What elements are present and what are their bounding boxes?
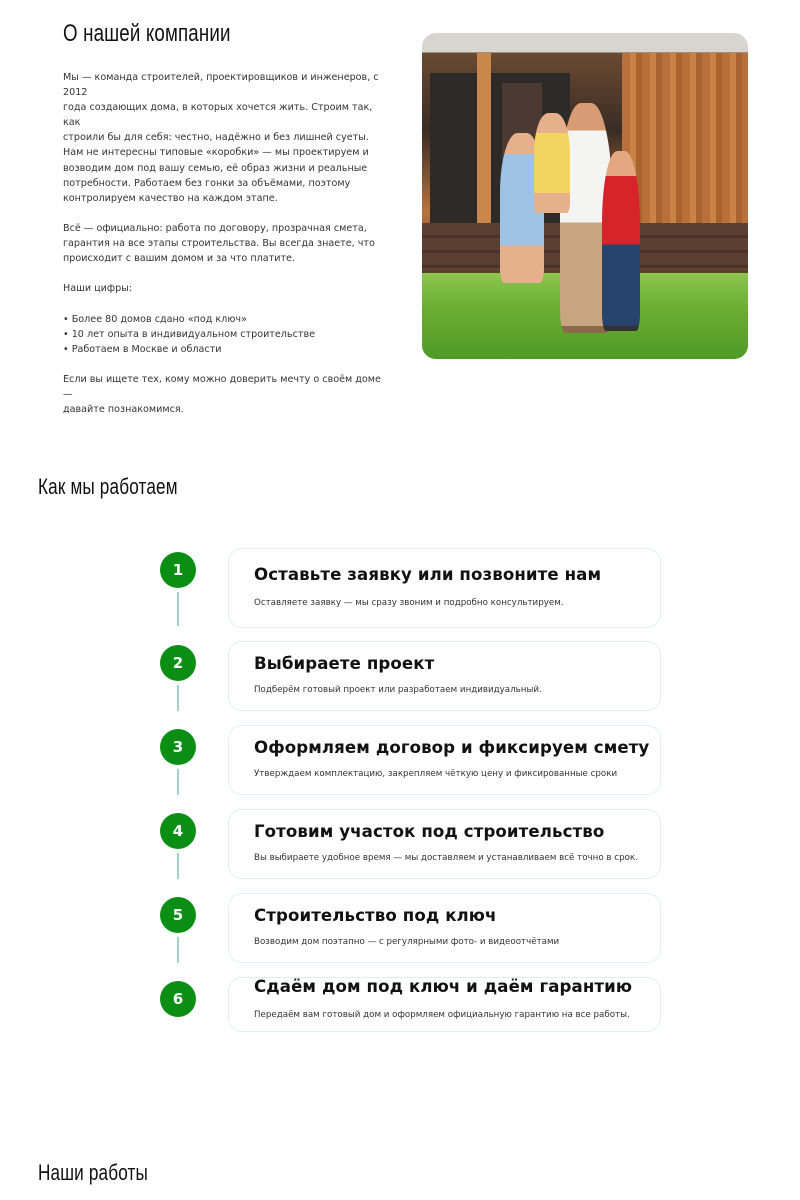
how-we-work-title: Как мы работаем [38,474,178,499]
step-connector-line [177,937,179,963]
step-description: Утверждаем комплектацию, закрепляем чёткую цену и фиксированные сроки [254,769,618,779]
step-connector-line [177,685,179,711]
step-description: Возводим дом поэтапно — с регулярными фото- и видеоотчётами [254,937,560,947]
step-card [228,977,661,1032]
about-line: контролируем качество на каждом этапе. [63,192,278,204]
step-card [228,893,661,963]
about-line: происходит с вашим домом и за что платите. [63,253,295,265]
step-card [228,725,661,795]
about-line: Всё — официально: работа по договору, прозрачная смета, [63,222,367,234]
our-works-title: Наши работы [38,1160,149,1185]
about-line: Нам не интересны типовые «коробки» — мы проектируем и [63,147,369,159]
family-house-photo [422,33,748,359]
about-line: потребности. Работаем без гонки за объёмами, поэтому [63,177,351,189]
step-title: Оставьте заявку или позвоните нам [254,565,602,584]
numbers-item: • Работаем в Москве и области [63,343,222,355]
about-line: возводим дом под вашу семью, её образ жизни и реальные [63,162,368,174]
step-card [228,641,661,711]
about-description [63,70,383,417]
step-card [228,809,661,879]
numbers-item: • 10 лет опыта в индивидуальном строительстве [63,328,315,340]
about-line: Мы — команда строителей, проектировщиков и инженеров, с 2012 [63,72,379,99]
step-title: Выбираете проект [254,654,435,673]
numbers-label: Наши цифры: [63,283,133,295]
about-section-title: О нашей компании [63,20,231,47]
step-number-badge: 2 [160,645,196,681]
step-description: Передаём вам готовый дом и оформляем официальную гарантию на все работы. [254,1010,630,1020]
about-closing-line: Если вы ищете тех, кому можно доверить мечту о своём доме — [63,373,381,400]
step-connector-line [177,769,179,795]
step-description: Подберём готовый проект или разработаем индивидуальный. [254,685,542,695]
step-title: Оформляем договор и фиксируем смету [254,738,650,757]
step-number-badge: 3 [160,729,196,765]
about-closing-line: давайте познакомимся. [63,404,184,416]
step-description: Вы выбираете удобное время — мы доставляем и устанавливаем всё точно в срок. [254,853,638,863]
about-line: строили бы для себя: честно, надёжно и без лишней суеты. [63,132,369,144]
step-title: Готовим участок под строительство [254,822,605,841]
step-description: Оставляете заявку — мы сразу звоним и подробно консультируем. [254,598,564,608]
step-title: Строительство под ключ [254,906,497,925]
step-number-badge: 6 [160,981,196,1017]
about-line: года создающих дома, в которых хочется жить. Строим так, как [63,102,373,129]
numbers-item: • Более 80 домов сдано «под ключ» [63,313,247,325]
step-title: Сдаём дом под ключ и даём гарантию [254,977,633,996]
step-connector-line [177,853,179,879]
step-card [228,548,661,628]
step-connector-line [177,592,179,626]
step-number-badge: 4 [160,813,196,849]
about-line: гарантия на все этапы строительства. Вы всегда знаете, что [63,238,375,250]
step-number-badge: 1 [160,552,196,588]
step-number-badge: 5 [160,897,196,933]
